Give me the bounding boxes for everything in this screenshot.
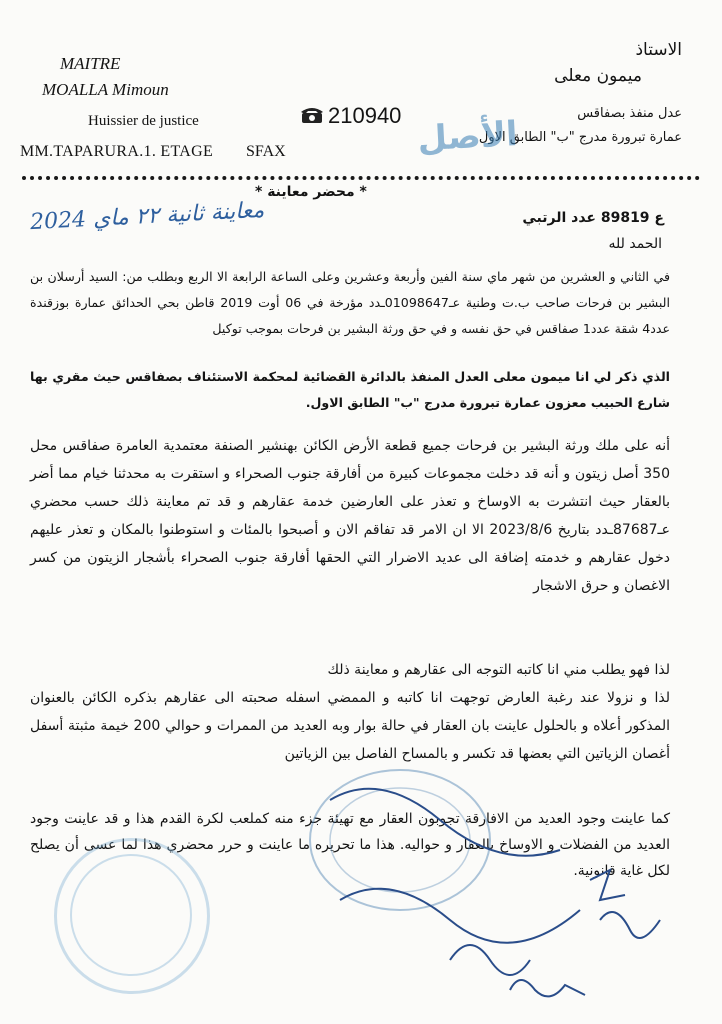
header-address-ar: عمارة تبرورة مدرج "ب" الطابق الاول	[478, 130, 682, 145]
paragraph-conclusion: كما عاينت وجود العديد من الافارقة تجوبون العقار مع تهيئة جزء منه كملعب لكرة القدم هذا و قد عاينت وجود العديد من الفضلات و الاوساخ بالعقار و حواليه. هذا ما تحريره ما عاينت و حرر محضري هذا لما عسى أن يصلح لكل غاية قانونية.	[30, 811, 670, 879]
header-title-ar: الاستاذ	[635, 40, 682, 60]
header-title-fr: MAITRE	[60, 54, 121, 73]
original-stamp: الأصل	[416, 114, 519, 160]
official-seal-inner	[70, 854, 192, 976]
header-name-ar: ميمون معلى	[554, 66, 642, 86]
header-city-fr: SFAX	[246, 143, 286, 160]
paragraph-facts: أنه على ملك ورثة البشير بن فرحات جميع قطعة الأرض الكائن بهنشير الصنفة معتمدية العامرة صفاقس محل 350 أصل زيتون و أنه قد دخلت مجموعات كبيرة من أفارقة جنوب الصحراء و استقرت به محدثنا خيام مما أضر بالعقار حيث انتشرت به الاوساخ و تعذر على العارضين خدمة عقارهم و قد تم معاينة ذلك حسب محضري عـ87687ـدد بتاريخ 2023/8/6 الا ان الامر قد تفاقم الان و أصبحوا بالمئات و استوطنوا بالمكان و تعذر عليهم دخول عقارهم و خدمته إضافة الى عديد الاضرار التي الحقها أفارقة جنوب الصحراء بأشجار الزيتون من كسر الاغصان و حرق الاشجار	[30, 438, 671, 594]
phone-number: 210940	[328, 103, 402, 128]
header-name-fr: MOALLA Mimoun	[42, 80, 169, 99]
paragraph-findings: لذا و نزولا عند رغبة العارض توجهت انا كاتبه و الممضي اسفله صحبته الى عقارهم بذكره الكائن بالعنوان المذكور أعلاه و بالحلول عاينت بان العقار في حالة بوار وبه العديد من الممرات و حوالي 200 خيمة مثبتة أسفل أغصان الزياتين التي بعضها قد تكسر و بالمساح الفاصل بين الزياتين	[30, 690, 671, 762]
opening-line: الحمد لله	[608, 236, 662, 252]
header-divider	[22, 176, 700, 180]
paragraph-request: في الثاني و العشرين من شهر ماي سنة الفين وأربعة وعشرين وعلى الساعة الرابعة الا الربع وبطلب من: السيد أرسلان بن البشير بن فرحات صاحب ب.ت وطنية عـ01098647ـدد مؤرخة في 06 أوت 2019 قاطن بحي الحدائق عمارة بوزقندة عدد4 شقة عدد1 صفاقس في حق نفسه و في حق ورثة البشير بن فرحات بموجب توكيل	[30, 269, 670, 336]
telephone-icon	[300, 106, 324, 124]
reference-number: ع 89819 عدد الرتبي	[522, 210, 664, 226]
paragraph-bailiff: الذي ذكر لي انا ميمون معلى العدل المنفذ بالدائرة القضائية لمحكمة الاستئناف بصفاقس حيث مقري بها شارع الحبيب معزون عمارة تبرورة مدرج "ب" الطابق الاول.	[30, 369, 670, 410]
header-address-fr: MM.TAPARURA.1. ETAGE	[20, 143, 214, 160]
handwritten-date: معاينة ثانية ٢٢ ماي 2024	[29, 197, 265, 236]
signatures-and-stamps	[300, 760, 700, 1020]
document-title: * محضر معاينة *	[255, 184, 367, 200]
header-profession-ar: عدل منفذ بصفاقس	[577, 106, 682, 121]
paragraph-request-action: لذا فهو يطلب مني انا كاتبه التوجه الى عقارهم و معاينة ذلك	[327, 662, 670, 678]
header-profession-fr: Huissier de justice	[88, 113, 199, 129]
